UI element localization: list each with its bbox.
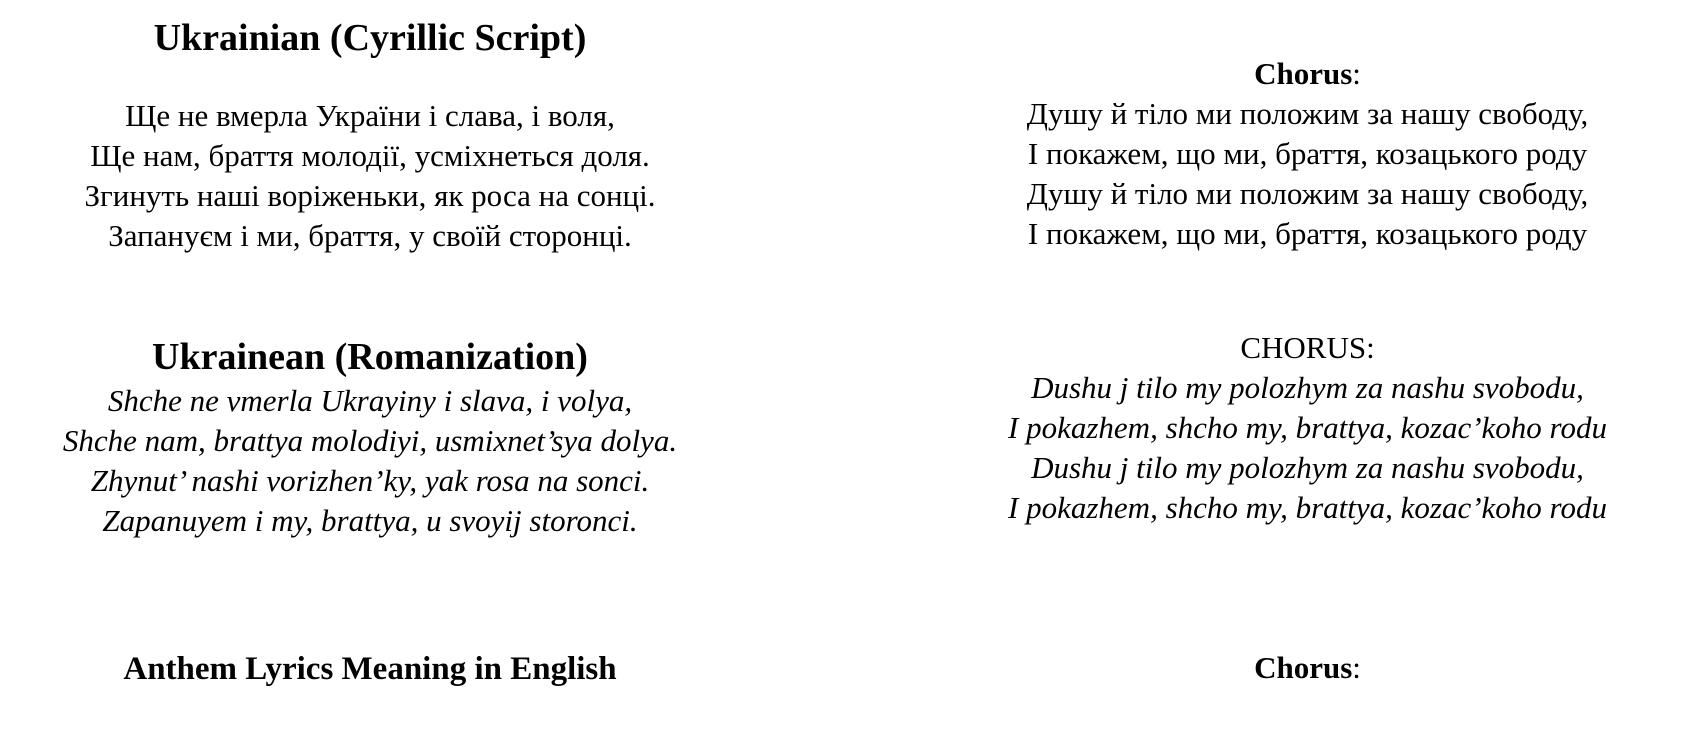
verse-line: Ще не вмерла України і слава, і воля, (125, 98, 615, 133)
cyrillic-section (0, 14, 740, 256)
chorus-line: Душу й тіло ми положим за нашу свободу, (1026, 176, 1589, 211)
chorus-label: Chorus: (1254, 56, 1361, 91)
english-section (0, 648, 740, 690)
cyrillic-chorus-section (935, 54, 1680, 254)
verse-line: Запануєм і ми, браття, у своїй сторонці. (108, 218, 632, 253)
verse-line: Zhynut’ nashi vorizhen’ky, yak rosa na sonci. (90, 463, 650, 498)
romanization-section (0, 333, 740, 541)
cyrillic-heading: Ukrainian (Cyrillic Script) (153, 17, 587, 59)
verse-line: Shche nam, brattya molodiyi, usmixnet’sya dolya. (62, 423, 678, 458)
romanization-heading: Ukrainean (Romanization) (152, 336, 588, 378)
chorus-line: І покажем, що ми, браття, козацького роду (1027, 216, 1588, 251)
verse-line: Shche ne vmerla Ukrayiny i slava, i volya, (107, 383, 633, 418)
chorus-line: І покажем, що ми, браття, козацького роду (1027, 136, 1588, 171)
cyrillic-verse (0, 96, 740, 256)
chorus-line: I pokazhem, shcho my, brattya, kozac’koho rodu (1008, 410, 1607, 445)
verse-line: Згинуть наші воріженьки, як роса на сонці. (84, 178, 656, 213)
verse-line: Ще нам, браття молодії, усміхнеться доля. (90, 138, 650, 173)
english-chorus-section (935, 648, 1680, 688)
romanization-verse (0, 381, 740, 541)
english-heading: Anthem Lyrics Meaning in English (123, 651, 617, 687)
chorus-line: Dushu j tilo my polozhym za nashu svobodu, (1031, 370, 1584, 405)
chorus-label: CHORUS: (1240, 330, 1375, 365)
chorus-line: Душу й тіло ми положим за нашу свободу, (1026, 96, 1589, 131)
chorus-label: Chorus: (1254, 650, 1361, 685)
romanization-chorus-section (935, 328, 1680, 528)
chorus-line: Dushu j tilo my polozhym za nashu svobodu, (1031, 450, 1584, 485)
verse-line: Zapanuyem i my, brattya, u svoyij storonci. (102, 503, 638, 538)
chorus-line: I pokazhem, shcho my, brattya, kozac’koho rodu (1008, 490, 1607, 525)
